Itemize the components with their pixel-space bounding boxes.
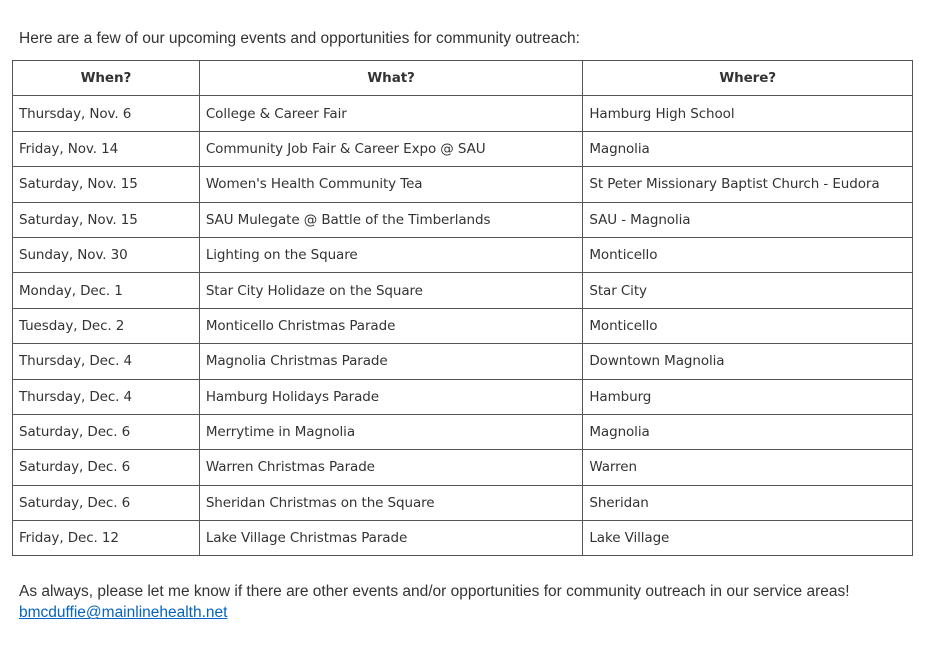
cell-what: Magnolia Christmas Parade <box>199 344 583 379</box>
cell-when: Monday, Dec. 1 <box>13 273 200 308</box>
cell-what: Community Job Fair & Career Expo @ SAU <box>199 131 583 166</box>
cell-when: Saturday, Dec. 6 <box>13 450 200 485</box>
cell-when: Tuesday, Dec. 2 <box>13 308 200 343</box>
cell-when: Saturday, Dec. 6 <box>13 485 200 520</box>
cell-what: Monticello Christmas Parade <box>199 308 583 343</box>
table-row <box>13 202 913 237</box>
cell-when: Sunday, Nov. 30 <box>13 237 200 272</box>
cell-when: Saturday, Dec. 6 <box>13 414 200 449</box>
table-row <box>13 96 913 131</box>
table-row <box>13 485 913 520</box>
events-table <box>12 60 913 556</box>
cell-what: SAU Mulegate @ Battle of the Timberlands <box>199 202 583 237</box>
cell-when: Saturday, Nov. 15 <box>13 202 200 237</box>
outro-text: As always, please let me know if there are other events and/or opportunities for community outreach in our service areas! <box>19 583 850 601</box>
table-row <box>13 344 913 379</box>
cell-what: Lake Village Christmas Parade <box>199 521 583 556</box>
cell-where: Magnolia <box>583 414 913 449</box>
cell-what: Warren Christmas Parade <box>199 450 583 485</box>
cell-where: Monticello <box>583 237 913 272</box>
cell-where: Sheridan <box>583 485 913 520</box>
table-row <box>13 167 913 202</box>
table-row <box>13 237 913 272</box>
cell-where: Warren <box>583 450 913 485</box>
cell-when: Thursday, Dec. 4 <box>13 344 200 379</box>
table-row <box>13 308 913 343</box>
cell-where: Lake Village <box>583 521 913 556</box>
cell-where: Magnolia <box>583 131 913 166</box>
cell-where: St Peter Missionary Baptist Church - Eudora <box>583 167 913 202</box>
cell-when: Saturday, Nov. 15 <box>13 167 200 202</box>
cell-where: Hamburg <box>583 379 913 414</box>
table-row <box>13 521 913 556</box>
table-row <box>13 131 913 166</box>
cell-where: Star City <box>583 273 913 308</box>
cell-what: Women's Health Community Tea <box>199 167 583 202</box>
header-what: What? <box>199 61 583 96</box>
email-link[interactable]: bmcduffie@mainlinehealth.net <box>19 604 228 622</box>
table-row <box>13 414 913 449</box>
cell-when: Thursday, Nov. 6 <box>13 96 200 131</box>
cell-when: Friday, Dec. 12 <box>13 521 200 556</box>
table-body <box>13 96 913 556</box>
cell-where: Hamburg High School <box>583 96 913 131</box>
cell-where: Downtown Magnolia <box>583 344 913 379</box>
cell-what: Hamburg Holidays Parade <box>199 379 583 414</box>
intro-text: Here are a few of our upcoming events and opportunities for community outreach: <box>19 30 580 47</box>
table-row <box>13 273 913 308</box>
cell-where: SAU - Magnolia <box>583 202 913 237</box>
cell-when: Friday, Nov. 14 <box>13 131 200 166</box>
cell-what: Merrytime in Magnolia <box>199 414 583 449</box>
cell-where: Monticello <box>583 308 913 343</box>
cell-what: Lighting on the Square <box>199 237 583 272</box>
table-row <box>13 450 913 485</box>
cell-what: College & Career Fair <box>199 96 583 131</box>
table-row <box>13 379 913 414</box>
header-where: Where? <box>583 61 913 96</box>
table-header-row <box>13 61 913 96</box>
cell-what: Star City Holidaze on the Square <box>199 273 583 308</box>
cell-what: Sheridan Christmas on the Square <box>199 485 583 520</box>
header-when: When? <box>13 61 200 96</box>
cell-when: Thursday, Dec. 4 <box>13 379 200 414</box>
